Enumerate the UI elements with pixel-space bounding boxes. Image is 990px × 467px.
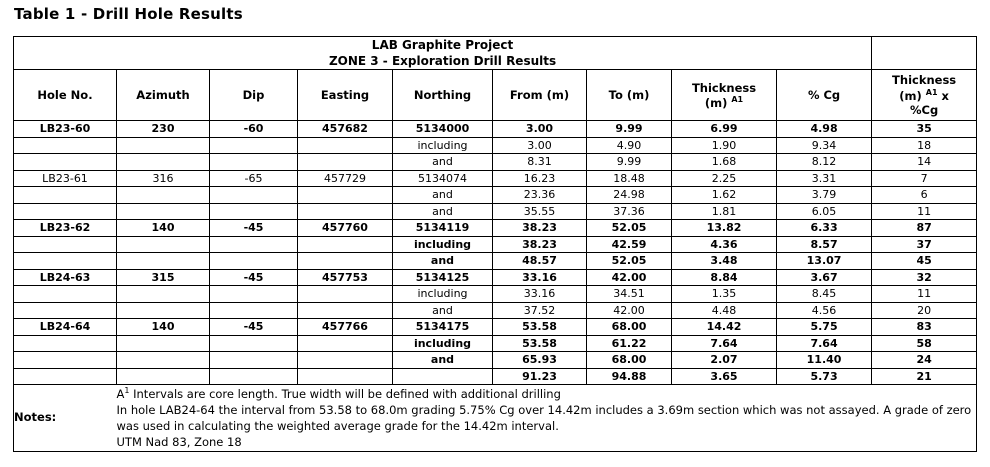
table-row <box>14 269 977 286</box>
cell-thickness: 1.68 <box>672 154 777 171</box>
cell-azimuth: 230 <box>117 121 210 138</box>
column-header-to: To (m) <box>587 70 672 121</box>
table-row <box>14 368 977 385</box>
table-row <box>14 121 977 138</box>
cell-northing: 5134074 <box>393 170 493 187</box>
cell-percent-cg: 6.05 <box>777 203 872 220</box>
cell-azimuth: 140 <box>117 319 210 336</box>
cell-from: 16.23 <box>493 170 587 187</box>
cell-easting <box>298 302 393 319</box>
cell-thickness-x-cg: 6 <box>872 187 977 204</box>
cell-thickness: 1.62 <box>672 187 777 204</box>
cell-easting: 457753 <box>298 269 393 286</box>
cell-dip <box>210 187 298 204</box>
cell-northing: 5134119 <box>393 220 493 237</box>
cell-to: 61.22 <box>587 335 672 352</box>
cell-to: 52.05 <box>587 253 672 270</box>
cell-percent-cg: 3.67 <box>777 269 872 286</box>
cell-dip <box>210 154 298 171</box>
table-row <box>14 253 977 270</box>
cell-hole-no: LB23-62 <box>14 220 117 237</box>
cell-dip: -45 <box>210 269 298 286</box>
cell-northing: including <box>393 137 493 154</box>
cell-to: 37.36 <box>587 203 672 220</box>
cell-easting: 457760 <box>298 220 393 237</box>
cell-azimuth <box>117 352 210 369</box>
cell-percent-cg: 8.57 <box>777 236 872 253</box>
page-title: Table 1 - Drill Hole Results <box>14 5 243 23</box>
notes-row <box>14 385 977 451</box>
cell-thickness-x-cg: 32 <box>872 269 977 286</box>
cell-easting <box>298 203 393 220</box>
cell-northing: and <box>393 352 493 369</box>
cell-thickness: 3.48 <box>672 253 777 270</box>
cell-to: 42.59 <box>587 236 672 253</box>
cell-percent-cg: 3.79 <box>777 187 872 204</box>
cell-thickness-x-cg: 37 <box>872 236 977 253</box>
table-title-line2: ZONE 3 - Exploration Drill Results <box>328 54 557 69</box>
column-header-percent-cg: % Cg <box>777 70 872 121</box>
cell-easting: 457682 <box>298 121 393 138</box>
column-header-azimuth: Azimuth <box>117 70 210 121</box>
table-title-row <box>14 37 977 70</box>
cell-from: 38.23 <box>493 220 587 237</box>
cell-easting <box>298 286 393 303</box>
notes-line-1: $A^1$ Intervals are core length. True width will be defined with additional drilling <box>116 386 561 402</box>
cell-percent-cg: 9.34 <box>777 137 872 154</box>
cell-northing: 5134175 <box>393 319 493 336</box>
cell-thickness: 14.42 <box>672 319 777 336</box>
cell-dip <box>210 137 298 154</box>
cell-percent-cg: 11.40 <box>777 352 872 369</box>
notes-line-3: UTM Nad 83, Zone 18 <box>116 434 242 449</box>
cell-percent-cg: 4.56 <box>777 302 872 319</box>
cell-percent-cg: 8.45 <box>777 286 872 303</box>
cell-from: 53.58 <box>493 335 587 352</box>
cell-thickness: 1.90 <box>672 137 777 154</box>
cell-thickness-x-cg: 14 <box>872 154 977 171</box>
table-row <box>14 187 977 204</box>
cell-azimuth <box>117 203 210 220</box>
cell-thickness-x-cg: 35 <box>872 121 977 138</box>
cell-azimuth <box>117 368 210 385</box>
cell-azimuth <box>117 187 210 204</box>
cell-from: 35.55 <box>493 203 587 220</box>
cell-percent-cg: 3.31 <box>777 170 872 187</box>
cell-azimuth <box>117 137 210 154</box>
table-row <box>14 286 977 303</box>
cell-percent-cg: 5.73 <box>777 368 872 385</box>
drill-hole-results-table <box>13 36 976 452</box>
cell-azimuth <box>117 286 210 303</box>
cell-from: 3.00 <box>493 137 587 154</box>
table-title <box>14 37 872 70</box>
cell-thickness-x-cg: 21 <box>872 368 977 385</box>
notes-body <box>117 385 977 451</box>
cell-percent-cg: 8.12 <box>777 154 872 171</box>
cell-percent-cg: 7.64 <box>777 335 872 352</box>
table-row <box>14 352 977 369</box>
cell-to: 24.98 <box>587 187 672 204</box>
cell-percent-cg: 4.98 <box>777 121 872 138</box>
cell-azimuth: 316 <box>117 170 210 187</box>
cell-dip <box>210 335 298 352</box>
column-header-thickness-x-cg: Thickness (m) $^{A1}$ x %Cg <box>872 70 977 121</box>
cell-dip <box>210 302 298 319</box>
cell-from: 37.52 <box>493 302 587 319</box>
cell-dip <box>210 368 298 385</box>
cell-from: 3.00 <box>493 121 587 138</box>
cell-northing: and <box>393 253 493 270</box>
cell-thickness-x-cg: 20 <box>872 302 977 319</box>
cell-dip: -60 <box>210 121 298 138</box>
table-row <box>14 154 977 171</box>
cell-to: 42.00 <box>587 269 672 286</box>
cell-easting <box>298 187 393 204</box>
cell-dip: -65 <box>210 170 298 187</box>
notes-line-2: In hole LAB24-64 the interval from 53.58 to 68.0m grading 5.75% Cg over 14.42m includes a 3.69m section which was not assayed. A grade of zero was used in calculating the weighted average grade for the 14.42m interval. <box>116 403 972 433</box>
cell-azimuth: 315 <box>117 269 210 286</box>
cell-hole-no <box>14 368 117 385</box>
table-title-line1: LAB Graphite Project <box>371 38 514 52</box>
cell-northing: and <box>393 302 493 319</box>
cell-thickness: 8.84 <box>672 269 777 286</box>
cell-to: 94.88 <box>587 368 672 385</box>
cell-northing: and <box>393 203 493 220</box>
cell-from: 53.58 <box>493 319 587 336</box>
column-header-easting: Easting <box>298 70 393 121</box>
cell-azimuth <box>117 335 210 352</box>
cell-hole-no: LB24-64 <box>14 319 117 336</box>
cell-hole-no <box>14 187 117 204</box>
cell-northing: and <box>393 154 493 171</box>
table-row <box>14 319 977 336</box>
cell-from: 33.16 <box>493 286 587 303</box>
cell-easting <box>298 352 393 369</box>
cell-thickness-x-cg: 87 <box>872 220 977 237</box>
cell-from: 65.93 <box>493 352 587 369</box>
cell-dip <box>210 253 298 270</box>
cell-thickness-x-cg: 11 <box>872 286 977 303</box>
cell-hole-no <box>14 335 117 352</box>
cell-from: 91.23 <box>493 368 587 385</box>
cell-thickness-x-cg: 45 <box>872 253 977 270</box>
column-header-dip: Dip <box>210 70 298 121</box>
cell-hole-no <box>14 286 117 303</box>
cell-easting <box>298 137 393 154</box>
cell-northing <box>393 368 493 385</box>
cell-to: 4.90 <box>587 137 672 154</box>
cell-thickness: 1.81 <box>672 203 777 220</box>
table-row <box>14 137 977 154</box>
cell-from: 33.16 <box>493 269 587 286</box>
cell-to: 42.00 <box>587 302 672 319</box>
column-header-hole-no: Hole No. <box>14 70 117 121</box>
table-row <box>14 220 977 237</box>
cell-hole-no <box>14 154 117 171</box>
cell-to: 18.48 <box>587 170 672 187</box>
cell-thickness: 6.99 <box>672 121 777 138</box>
cell-azimuth <box>117 253 210 270</box>
cell-thickness: 13.82 <box>672 220 777 237</box>
cell-hole-no: LB24-63 <box>14 269 117 286</box>
cell-azimuth <box>117 302 210 319</box>
cell-hole-no: LB23-60 <box>14 121 117 138</box>
cell-thickness: 1.35 <box>672 286 777 303</box>
cell-dip: -45 <box>210 220 298 237</box>
cell-northing: 5134000 <box>393 121 493 138</box>
table-row <box>14 203 977 220</box>
table-header-row <box>14 70 977 121</box>
cell-northing: and <box>393 187 493 204</box>
cell-northing: including <box>393 286 493 303</box>
cell-azimuth <box>117 154 210 171</box>
notes-label: Notes: <box>14 385 117 451</box>
cell-dip <box>210 203 298 220</box>
cell-hole-no <box>14 203 117 220</box>
cell-thickness-x-cg: 7 <box>872 170 977 187</box>
cell-easting: 457729 <box>298 170 393 187</box>
cell-to: 68.00 <box>587 352 672 369</box>
table-row <box>14 170 977 187</box>
cell-thickness-x-cg: 18 <box>872 137 977 154</box>
table-row <box>14 236 977 253</box>
cell-thickness: 2.07 <box>672 352 777 369</box>
table-title-spacer <box>872 37 977 70</box>
cell-from: 8.31 <box>493 154 587 171</box>
cell-easting <box>298 253 393 270</box>
cell-northing: including <box>393 236 493 253</box>
cell-hole-no <box>14 352 117 369</box>
cell-from: 48.57 <box>493 253 587 270</box>
cell-to: 52.05 <box>587 220 672 237</box>
cell-to: 34.51 <box>587 286 672 303</box>
cell-hole-no <box>14 137 117 154</box>
table-body <box>14 121 977 385</box>
table-row <box>14 302 977 319</box>
cell-dip <box>210 236 298 253</box>
table-row <box>14 335 977 352</box>
cell-dip <box>210 286 298 303</box>
cell-hole-no: LB23-61 <box>14 170 117 187</box>
cell-hole-no <box>14 253 117 270</box>
column-header-from: From (m) <box>493 70 587 121</box>
column-header-northing: Northing <box>393 70 493 121</box>
column-header-thickness: Thickness (m) $^{A1}$ <box>672 70 777 121</box>
cell-percent-cg: 13.07 <box>777 253 872 270</box>
cell-azimuth <box>117 236 210 253</box>
cell-hole-no <box>14 302 117 319</box>
cell-from: 23.36 <box>493 187 587 204</box>
cell-easting <box>298 236 393 253</box>
cell-thickness: 7.64 <box>672 335 777 352</box>
cell-thickness: 4.48 <box>672 302 777 319</box>
cell-dip <box>210 352 298 369</box>
cell-thickness: 2.25 <box>672 170 777 187</box>
cell-thickness-x-cg: 83 <box>872 319 977 336</box>
cell-hole-no <box>14 236 117 253</box>
cell-dip: -45 <box>210 319 298 336</box>
cell-easting <box>298 335 393 352</box>
cell-azimuth: 140 <box>117 220 210 237</box>
cell-to: 68.00 <box>587 319 672 336</box>
cell-thickness: 4.36 <box>672 236 777 253</box>
cell-northing: 5134125 <box>393 269 493 286</box>
cell-thickness-x-cg: 11 <box>872 203 977 220</box>
cell-to: 9.99 <box>587 154 672 171</box>
cell-thickness-x-cg: 24 <box>872 352 977 369</box>
cell-thickness-x-cg: 58 <box>872 335 977 352</box>
cell-thickness: 3.65 <box>672 368 777 385</box>
cell-percent-cg: 5.75 <box>777 319 872 336</box>
cell-easting: 457766 <box>298 319 393 336</box>
cell-northing: including <box>393 335 493 352</box>
cell-from: 38.23 <box>493 236 587 253</box>
cell-easting <box>298 368 393 385</box>
cell-to: 9.99 <box>587 121 672 138</box>
cell-percent-cg: 6.33 <box>777 220 872 237</box>
cell-easting <box>298 154 393 171</box>
